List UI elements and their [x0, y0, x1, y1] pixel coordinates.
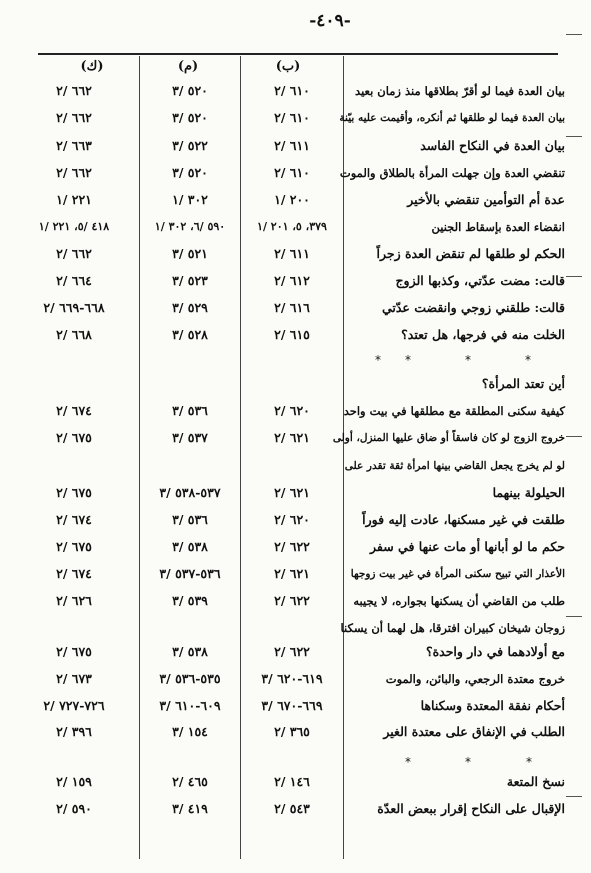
table-row [0, 134, 591, 158]
section-separator [0, 752, 591, 772]
table-row [0, 161, 591, 185]
ref-m: ٣٠٢ /١ [172, 192, 208, 207]
ref-k: ٤١٨ /٥، ٢٢١ /١ [38, 220, 110, 233]
ref-b: ٦٢٢ /٢ [274, 644, 310, 659]
column-header-k: (ك) [80, 59, 104, 74]
entry-text: قالت: طلقني زوجي وانقضت عدّتي [381, 300, 565, 315]
ref-k: ٦٦٢ /٢ [56, 110, 92, 125]
ref-k: ٦٢٦ /٢ [56, 593, 92, 608]
entry-text: خروج معتدة الرجعي، والبائن، والموت [385, 672, 565, 686]
ref-m: ٦٠٩-٦١٠ /٣ [159, 698, 221, 713]
ref-k: ٦٦٣ /٢ [56, 138, 92, 153]
top-rule [38, 53, 558, 55]
ref-b: ٦١٩-٦٢٠ /٣ [261, 671, 323, 686]
entry-text: الخلت منه في فرجها، هل تعتد؟ [401, 327, 565, 342]
entry-text: بيان العدة فيما لو أقرّ بطلاقها منذ زمان بعيد [355, 84, 565, 98]
ref-m: ٥٢٠ /٣ [172, 165, 208, 180]
table-row [0, 481, 591, 505]
ref-k: ١٥٩ /٢ [56, 774, 92, 789]
separator-star: * [525, 353, 531, 367]
ref-m: ٥٢٢ /٣ [172, 138, 208, 153]
entry-text: لو لم يخرج يجعل القاضي بينها امرأة ثقة تقدر على [344, 460, 565, 472]
entry-text: أحكام نفقة المعتدة وسكناها [420, 698, 565, 713]
ref-b: ٦٢١ /٢ [274, 566, 310, 581]
ref-m: ٥٢٠ /٣ [172, 110, 208, 125]
table-row [0, 589, 591, 613]
entry-text: نسخ المتعة [506, 774, 565, 789]
separator-star: * [375, 353, 381, 367]
ref-k: ٦٧٥ /٢ [56, 430, 92, 445]
separator-star: * [526, 755, 532, 769]
ref-k: ٦٦٨ /٢ [56, 327, 92, 342]
ref-m: ٥٢٨ /٣ [172, 327, 208, 342]
ref-m: ٥٣٥-٥٣٦ /٣ [159, 671, 221, 686]
entry-text: طلب من القاضي أن يسكنها بجواره، لا يجيبه [353, 594, 565, 608]
ref-m: ١٥٤ /٣ [172, 724, 208, 739]
ref-b: ٥٤٣ /٢ [274, 801, 310, 816]
ref-k: ٣٩٦ /٢ [56, 724, 92, 739]
table-row [0, 640, 591, 664]
ref-b: ٦٢١ /٢ [274, 485, 310, 500]
ref-k: ٦٦٢ /٢ [56, 246, 92, 261]
ref-m: ٥٣٨ /٣ [172, 539, 208, 554]
table-row [0, 296, 591, 320]
table-row [0, 797, 591, 821]
ref-b: ٦١٥ /٢ [274, 327, 310, 342]
entry-text: الإقبال على النكاح إقرار ببعض العدّة [377, 801, 565, 816]
ref-k: ٦٦٨-٦٦٩ /٢ [43, 300, 105, 315]
ref-m: ٥٣٧ /٣ [172, 430, 208, 445]
entry-text: حكم ما لو أبانها أو مات عنها في سفر [369, 539, 565, 554]
ref-b: ٦٢١ /٢ [274, 430, 310, 445]
ref-k: ٥٩٠ /٢ [56, 801, 92, 816]
ref-k: ٦٧٥ /٢ [56, 644, 92, 659]
table-row [0, 323, 591, 347]
ref-m: ٥٣٦ /٣ [172, 403, 208, 418]
table-row [0, 269, 591, 293]
table-row [0, 694, 591, 718]
ref-b: ٦١١ /٢ [274, 246, 310, 261]
table-row [0, 770, 591, 794]
ref-m: ٥٣٨ /٣ [172, 644, 208, 659]
entry-text: أين تعتد المرأة؟ [481, 376, 565, 391]
ref-b: ٦٢٢ /٢ [274, 593, 310, 608]
ref-m: ٥٣٦ /٣ [172, 512, 208, 527]
ref-m: ٥٢٣ /٣ [172, 273, 208, 288]
ref-m: ٥٣٦-٥٣٧ /٣ [159, 566, 221, 581]
table-row [0, 242, 591, 266]
ref-m: ٥٣٧-٥٣٨ /٣ [159, 485, 221, 500]
section-heading [0, 372, 591, 396]
separator-star: * [465, 353, 471, 367]
table-row [0, 106, 591, 130]
ref-b: ٦١٦ /٢ [274, 300, 310, 315]
entry-text: قالت: مضت عدّتي، وكذبها الزوج [395, 273, 565, 288]
entry-text: بيان العدة فيما لو طلقها ثم أنكره، وأقيمت عليه بيّنة [339, 112, 565, 124]
ref-b: ٦١٠ /٢ [274, 83, 310, 98]
section-separator [0, 350, 591, 370]
ref-k: ٦٧٤ /٢ [56, 403, 92, 418]
ref-k: ٦٧٤ /٢ [56, 566, 92, 581]
page-number: -٤٠٩- [309, 11, 351, 31]
table-row [0, 667, 591, 691]
ref-k: ٦٧٥ /٢ [56, 539, 92, 554]
table-row [0, 562, 591, 586]
entry-text: مع أولادهما في دار واحدة؟ [425, 644, 565, 659]
ref-b: ١٤٦ /٢ [274, 774, 310, 789]
ref-b: ٦١٠ /٢ [274, 110, 310, 125]
ref-m: ٥٢٠ /٣ [172, 83, 208, 98]
ref-k: ٦٧٣ /٢ [56, 671, 92, 686]
ref-k: ٦٧٥ /٢ [56, 485, 92, 500]
table-row [0, 720, 591, 744]
ref-m: ٥٢١ /٣ [172, 246, 208, 261]
ref-b: ٦١٢ /٢ [274, 273, 310, 288]
table-row [0, 426, 591, 450]
ref-b: ٦١١ /٢ [274, 138, 310, 153]
table-row [0, 616, 591, 640]
separator-star: * [405, 755, 411, 769]
ref-b: ٣٧٩، ٥، ٢٠١ /١ [257, 220, 327, 233]
table-row [0, 508, 591, 532]
ref-b: ٣٦٥ /٢ [274, 724, 310, 739]
ref-k: ٦٧٤ /٢ [56, 512, 92, 527]
table-row [0, 79, 591, 103]
entry-text: طلقت في غير مسكنها، عادت إليه فوراً [362, 512, 565, 527]
column-header-m: (م) [177, 59, 199, 74]
ref-b: ٦٢٠ /٢ [274, 512, 310, 527]
entry-text: الأعذار التي تبيح سكنى المرأة في غير بيت زوجها [350, 568, 565, 580]
ref-k: ٦٦٢ /٢ [56, 83, 92, 98]
column-header-b: (ب) [275, 59, 301, 74]
ref-k: ٧٢٦-٧٢٧ /٢ [43, 698, 105, 713]
entry-text: الحكم لو طلقها لم تنقض العدة زجراً [376, 246, 565, 261]
table-row [0, 215, 591, 239]
entry-text: انقضاء العدة بإسقاط الجنين [431, 220, 565, 234]
entry-text: بيان العدة في النكاح الفاسد [420, 138, 565, 153]
ref-b: ٦٢٠ /٢ [274, 403, 310, 418]
ref-m: ٥٣٩ /٣ [172, 593, 208, 608]
table-row [0, 399, 591, 423]
ref-b: ٦٦٩-٦٧٠ /٣ [261, 698, 323, 713]
entry-text: الطلب في الإنفاق على معتدة الغير [383, 724, 565, 739]
table-row [0, 535, 591, 559]
entry-text: كيفية سكنى المطلقة مع مطلقها في بيت واحد [343, 404, 565, 418]
separator-star: * [465, 755, 471, 769]
entry-text: زوجان شيخان كبيران افترقا، هل لهما أن يسكنا [340, 621, 565, 635]
ref-m: ٥٢٩ /٣ [172, 300, 208, 315]
ref-k: ٦٦٢ /٢ [56, 165, 92, 180]
ref-k: ٦٦٤ /٢ [56, 273, 92, 288]
entry-text: عدة أم التوأمين تنقضي بالأخير [407, 192, 565, 207]
ref-b: ٦٢٢ /٢ [274, 539, 310, 554]
ref-b: ٢٠٠ /١ [274, 192, 310, 207]
table-row [0, 188, 591, 212]
ref-m: ٤١٩ /٣ [172, 801, 208, 816]
entry-text: الحيلولة بينهما [492, 485, 565, 500]
separator-star: * [405, 353, 411, 367]
ref-k: ٢٢١ /١ [56, 192, 92, 207]
ref-m: ٤٦٥ /٢ [172, 774, 208, 789]
entry-text: تنقضي العدة وإن جهلت المرأة بالطلاق والموت [339, 166, 565, 180]
table-row [0, 454, 591, 478]
ref-b: ٦١٠ /٢ [274, 165, 310, 180]
entry-text: خروج الزوج لو كان فاسقاً أو ضاق عليها المنزل، أولى [332, 432, 565, 444]
ref-m: ٥٩٠ /٦، ٣٠٢ /١ [154, 220, 226, 233]
